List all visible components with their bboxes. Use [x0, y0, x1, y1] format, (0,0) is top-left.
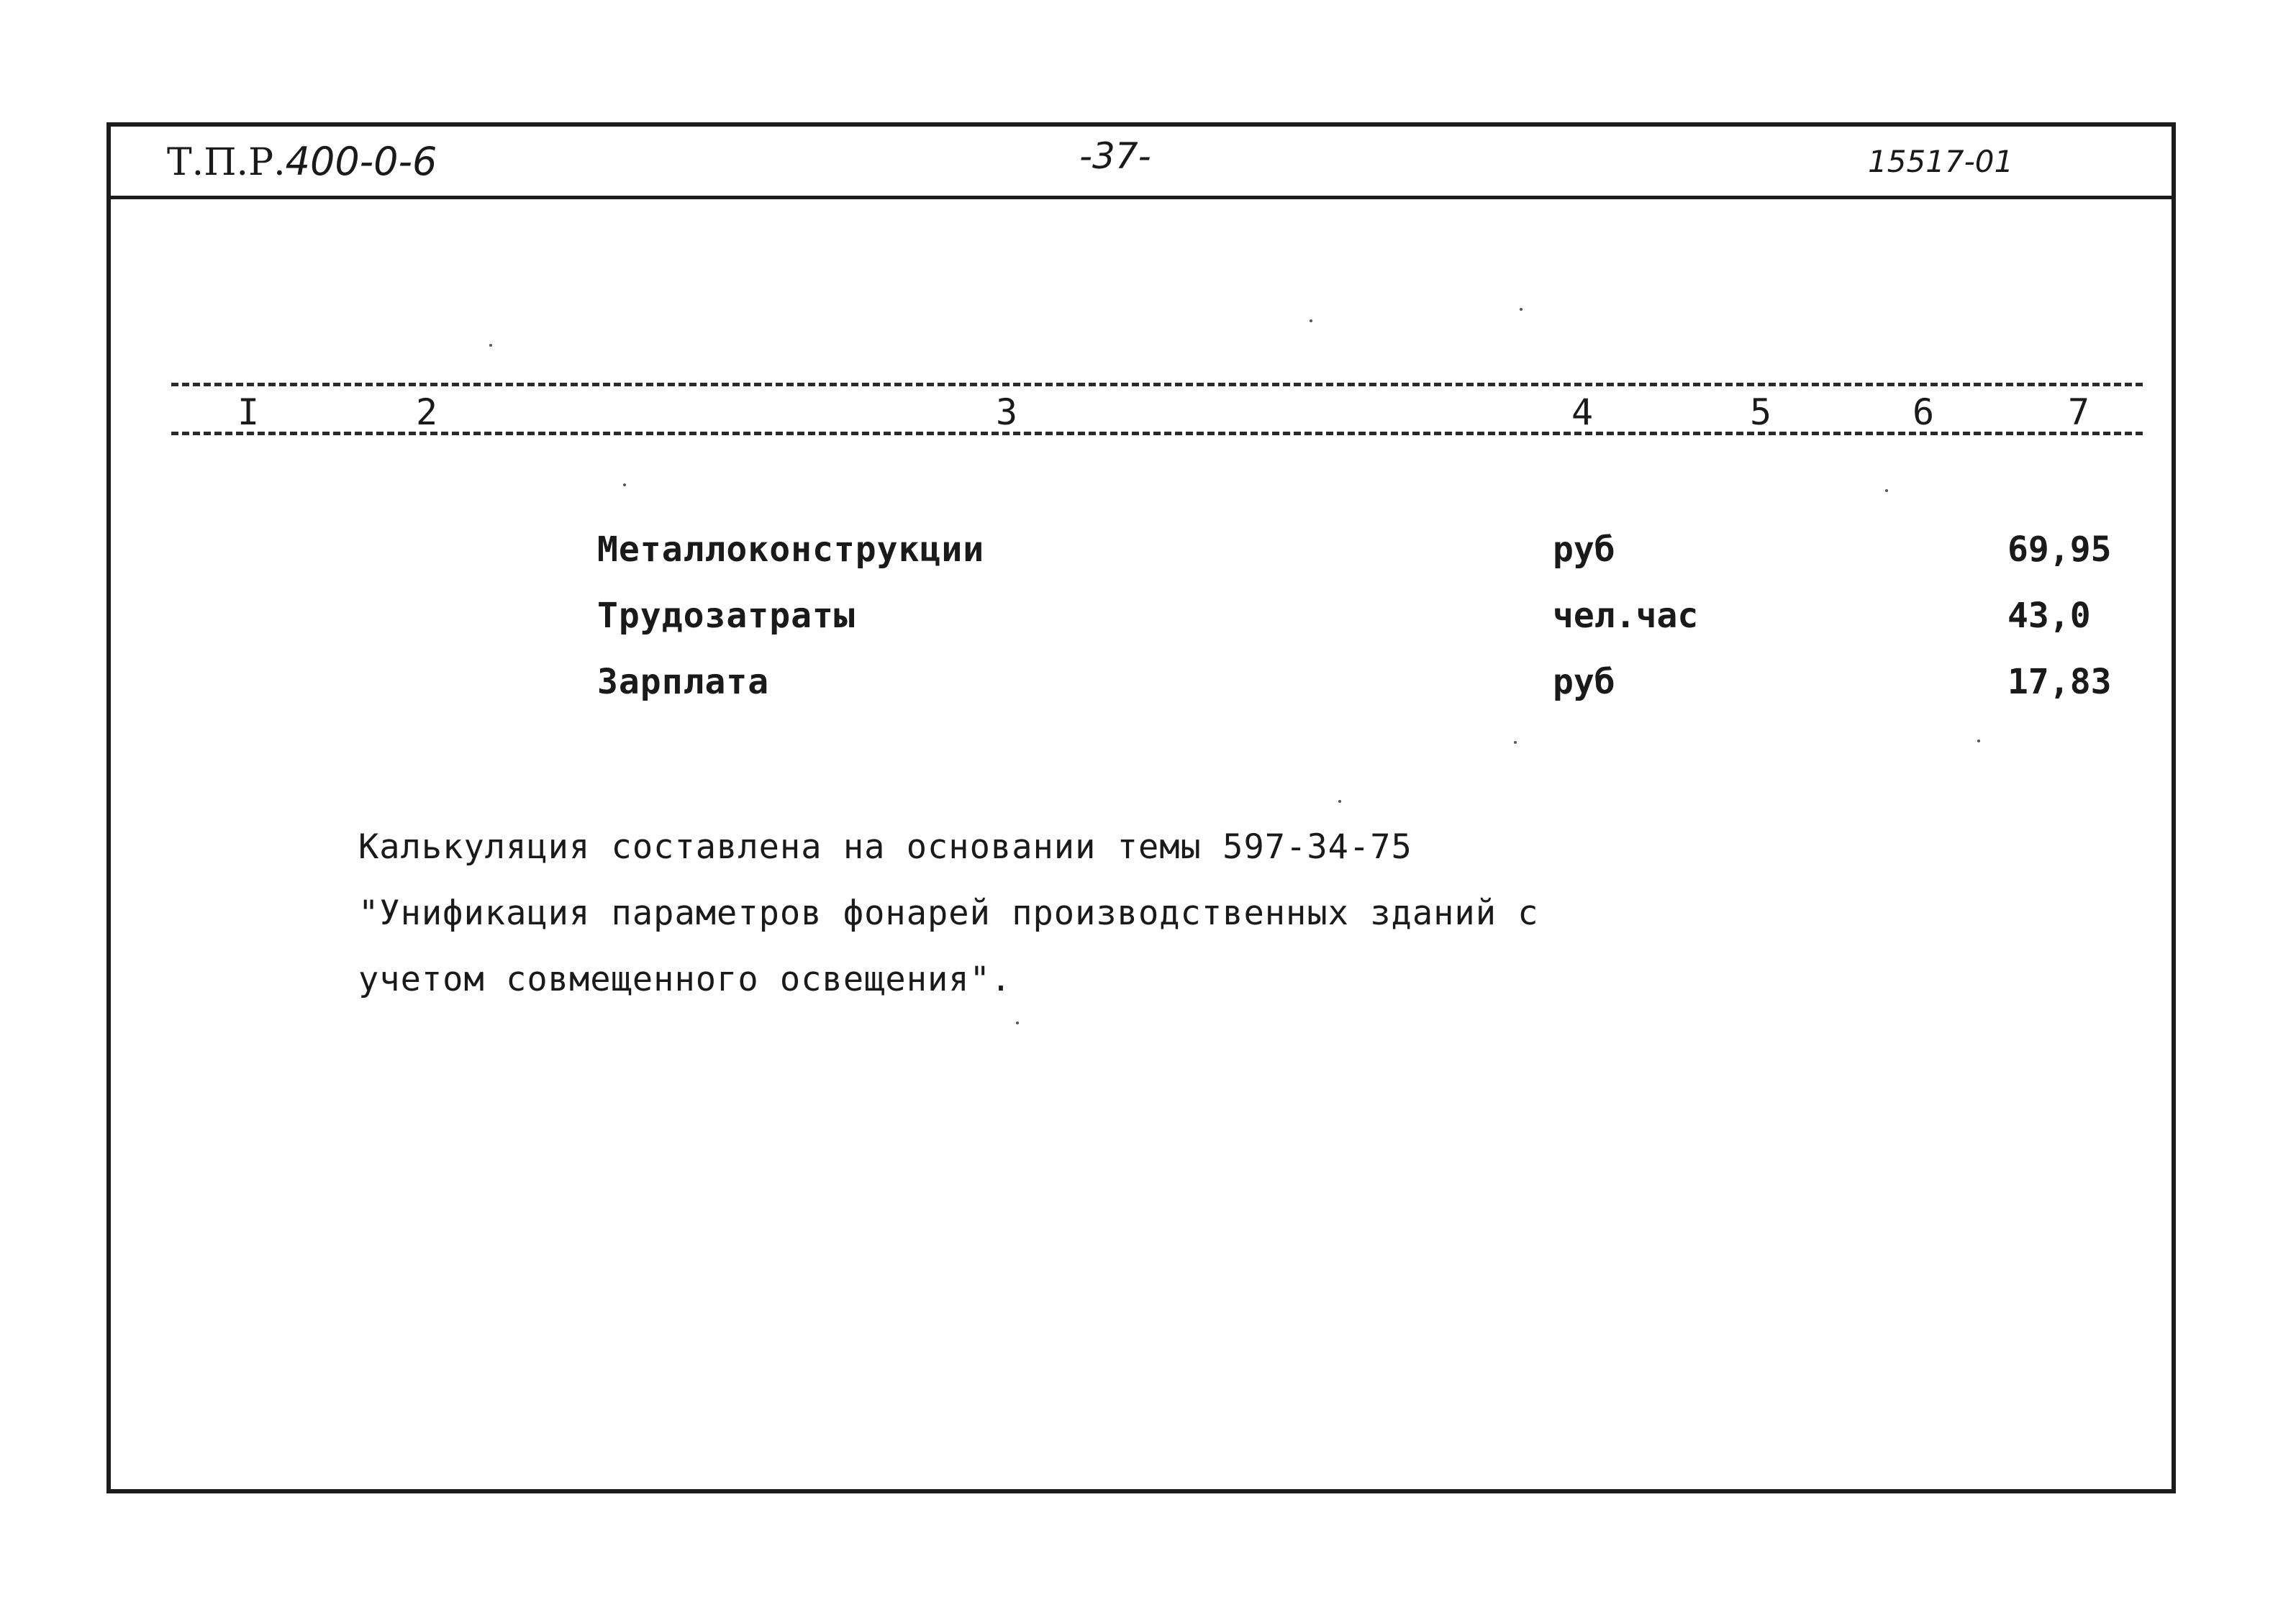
row-unit: руб: [1553, 662, 1615, 702]
row-value: 43,0: [2007, 596, 2091, 636]
page-number: -37-: [1079, 135, 1151, 177]
scan-speck: [489, 344, 492, 347]
scan-speck: [1514, 741, 1517, 744]
column-number-3: 3: [990, 394, 1023, 430]
row-value: 69,95: [2007, 529, 2112, 570]
scan-speck: [1520, 308, 1523, 311]
column-number-2: 2: [410, 394, 443, 430]
scan-speck: [1016, 1022, 1019, 1024]
header-divider: [106, 196, 2176, 199]
table-header-bottom-rule: [171, 432, 2143, 435]
note-line: учетом совмещенного освещения".: [358, 960, 1012, 999]
row-unit: руб: [1553, 529, 1615, 570]
scan-speck: [1885, 489, 1888, 492]
scan-speck: [623, 483, 626, 486]
row-value: 17,83: [2007, 662, 2112, 702]
page-frame: [106, 122, 2176, 1493]
scan-speck: [1310, 319, 1312, 322]
column-number-7: 7: [2062, 394, 2095, 430]
table-header-top-rule: [171, 383, 2143, 386]
column-number-1: I: [232, 394, 265, 430]
document-number: 15517-01: [1868, 144, 2014, 179]
row-name: Трудозатраты: [597, 596, 856, 636]
document-code: [167, 139, 437, 184]
note-line: "Унификация параметров фонарей производственных зданий с: [358, 893, 1539, 933]
column-number-5: 5: [1744, 394, 1777, 430]
row-name: Зарплата: [597, 662, 770, 702]
scan-speck: [1977, 740, 1980, 742]
column-number-6: 6: [1907, 394, 1940, 430]
row-unit: чел.час: [1553, 596, 1699, 636]
document-code-prefix: Т.П.Р.: [167, 141, 286, 184]
row-name: Металлоконструкции: [597, 529, 985, 570]
scan-speck: [1338, 800, 1341, 803]
document-code-number: 400-0-6: [285, 139, 437, 184]
note-line: Калькуляция составлена на основании темы 597-34-75: [358, 827, 1412, 867]
column-number-4: 4: [1566, 394, 1599, 430]
